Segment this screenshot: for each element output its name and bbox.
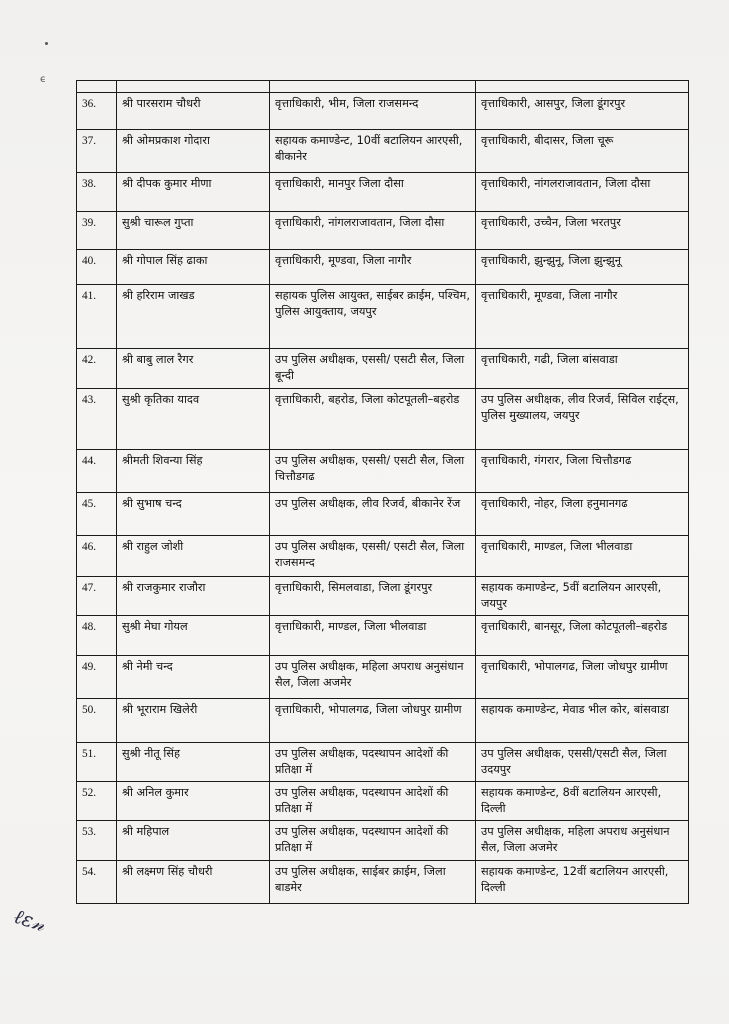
table-row [77,616,689,656]
handwritten-initials: ℓε𝓃 [11,903,49,937]
table-header-row [77,81,689,93]
table-row [77,212,689,250]
officer-name-cell: सुश्री नीतू सिंह [117,743,270,782]
scan-speck [45,42,48,45]
table-row [77,699,689,743]
current-posting-cell: वृत्ताधिकारी, भीम, जिला राजसमन्द [270,93,476,130]
current-posting-cell: वृत्ताधिकारी, भोपालगढ, जिला जोधपुर ग्रामीण [270,699,476,743]
table-row [77,173,689,212]
new-posting-cell: सहायक कमाण्डेन्ट, मेवाड भील कोर, बांसवाडा [476,699,689,743]
new-posting-cell: सहायक कमाण्डेन्ट, 12वीं बटालियन आरएसी, दिल्ली [476,861,689,904]
table-row [77,536,689,577]
new-posting-cell: वृत्ताधिकारी, माण्डल, जिला भीलवाडा [476,536,689,577]
officer-name-cell: श्री भूराराम खिलेरी [117,699,270,743]
serial-number-cell: 46. [77,536,117,577]
new-posting-cell: वृत्ताधिकारी, मूण्डवा, जिला नागौर [476,285,689,349]
table-row [77,130,689,173]
serial-number-cell: 53. [77,821,117,861]
new-posting-cell: सहायक कमाण्डेन्ट, 8वीं बटालियन आरएसी, दिल्ली [476,782,689,821]
officer-name-cell: श्री ओमप्रकाश गोदारा [117,130,270,173]
table-row [77,743,689,782]
serial-number-cell: 44. [77,450,117,493]
transfer-table [76,80,689,904]
current-posting-cell: वृत्ताधिकारी, माण्डल, जिला भीलवाडा [270,616,476,656]
current-posting-cell: उप पुलिस अधीक्षक, साईबर क्राईम, जिला बाडमेर [270,861,476,904]
table-row [77,782,689,821]
new-posting-cell: वृत्ताधिकारी, उच्चैन, जिला भरतपुर [476,212,689,250]
current-posting-cell: वृत्ताधिकारी, सिमलवाडा, जिला डूंगरपुर [270,577,476,616]
officer-name-cell: श्री राहुल जोशी [117,536,270,577]
serial-number-cell: 54. [77,861,117,904]
table-row [77,250,689,285]
officer-name-cell: श्रीमती शिवन्या सिंह [117,450,270,493]
table-row [77,389,689,450]
serial-number-cell: 38. [77,173,117,212]
new-posting-cell: वृत्ताधिकारी, बीदासर, जिला चूरू [476,130,689,173]
new-posting-cell: वृत्ताधिकारी, नांगलराजावतान, जिला दौसा [476,173,689,212]
table-row [77,656,689,699]
serial-number-cell: 49. [77,656,117,699]
current-posting-cell: वृत्ताधिकारी, मूण्डवा, जिला नागौर [270,250,476,285]
serial-number-cell: 37. [77,130,117,173]
header-cell [476,81,689,93]
new-posting-cell: उप पुलिस अधीक्षक, महिला अपराध अनुसंधान सैल, जिला अजमेर [476,821,689,861]
officer-name-cell: श्री पारसराम चौधरी [117,93,270,130]
table-row [77,577,689,616]
current-posting-cell: वृत्ताधिकारी, बहरोड, जिला कोटपूतली–बहरोड [270,389,476,450]
new-posting-cell: वृत्ताधिकारी, भोपालगढ, जिला जोधपुर ग्रामीण [476,656,689,699]
officer-name-cell: श्री लक्ष्मण सिंह चौधरी [117,861,270,904]
current-posting-cell: उप पुलिस अधीक्षक, पदस्थापन आदेशों की प्रतिक्षा में [270,743,476,782]
serial-number-cell: 42. [77,349,117,389]
serial-number-cell: 40. [77,250,117,285]
current-posting-cell: उप पुलिस अधीक्षक, पदस्थापन आदेशों की प्रतिक्षा में [270,821,476,861]
officer-name-cell: श्री अनिल कुमार [117,782,270,821]
officer-name-cell: श्री राजकुमार राजौरा [117,577,270,616]
table-row [77,821,689,861]
current-posting-cell: सहायक कमाण्डेन्ट, 10वीं बटालियन आरएसी, बीकानेर [270,130,476,173]
officer-name-cell: सुश्री मेघा गोयल [117,616,270,656]
officer-name-cell: श्री महिपाल [117,821,270,861]
header-cell [270,81,476,93]
serial-number-cell: 43. [77,389,117,450]
serial-number-cell: 36. [77,93,117,130]
new-posting-cell: वृत्ताधिकारी, गंगरार, जिला चित्तौडगढ [476,450,689,493]
current-posting-cell: उप पुलिस अधीक्षक, महिला अपराध अनुसंधान सैल, जिला अजमेर [270,656,476,699]
header-cell [117,81,270,93]
new-posting-cell: उप पुलिस अधीक्षक, एससी/एसटी सैल, जिला उदयपुर [476,743,689,782]
margin-tick-mark: ϵ [40,74,47,85]
table-row [77,285,689,349]
serial-number-cell: 41. [77,285,117,349]
new-posting-cell: वृत्ताधिकारी, बानसूर, जिला कोटपूतली–बहरोड [476,616,689,656]
serial-number-cell: 52. [77,782,117,821]
current-posting-cell: उप पुलिस अधीक्षक, एससी/ एसटी सैल, जिला चित्तौडगढ [270,450,476,493]
new-posting-cell: सहायक कमाण्डेन्ट, 5वीं बटालियन आरएसी, जयपुर [476,577,689,616]
officer-name-cell: श्री हरिराम जाखड [117,285,270,349]
officer-name-cell: श्री नेमी चन्द [117,656,270,699]
serial-number-cell: 50. [77,699,117,743]
officer-name-cell: श्री दीपक कुमार मीणा [117,173,270,212]
serial-number-cell: 51. [77,743,117,782]
new-posting-cell: वृत्ताधिकारी, झुन्झुनू, जिला झुन्झुनू [476,250,689,285]
officer-name-cell: श्री गोपाल सिंह ढाका [117,250,270,285]
new-posting-cell: उप पुलिस अधीक्षक, लीव रिजर्व, सिविल राईट्स, पुलिस मुख्यालय, जयपुर [476,389,689,450]
officer-name-cell: श्री बाबु लाल रैगर [117,349,270,389]
table-row [77,861,689,904]
transfer-table-body [77,81,689,904]
serial-number-cell: 47. [77,577,117,616]
current-posting-cell: उप पुलिस अधीक्षक, एससी/ एसटी सैल, जिला बून्दी [270,349,476,389]
table-row [77,349,689,389]
current-posting-cell: उप पुलिस अधीक्षक, पदस्थापन आदेशों की प्रतिक्षा में [270,782,476,821]
new-posting-cell: वृत्ताधिकारी, आसपुर, जिला डूंगरपुर [476,93,689,130]
serial-number-cell: 39. [77,212,117,250]
serial-number-cell: 45. [77,493,117,536]
table-row [77,493,689,536]
current-posting-cell: उप पुलिस अधीक्षक, एससी/ एसटी सैल, जिला राजसमन्द [270,536,476,577]
officer-name-cell: श्री सुभाष चन्द [117,493,270,536]
table-row [77,450,689,493]
current-posting-cell: वृत्ताधिकारी, मानपुर जिला दौसा [270,173,476,212]
officer-name-cell: सुश्री कृतिका यादव [117,389,270,450]
current-posting-cell: सहायक पुलिस आयुक्त, साईबर क्राईम, पश्चिम, पुलिस आयुक्ताय, जयपुर [270,285,476,349]
current-posting-cell: उप पुलिस अधीक्षक, लीव रिजर्व, बीकानेर रेंज [270,493,476,536]
officer-name-cell: सुश्री चारूल गुप्ता [117,212,270,250]
serial-number-cell: 48. [77,616,117,656]
new-posting-cell: वृत्ताधिकारी, गढी, जिला बांसवाडा [476,349,689,389]
table-row [77,93,689,130]
header-cell [77,81,117,93]
current-posting-cell: वृत्ताधिकारी, नांगलराजावतान, जिला दौसा [270,212,476,250]
new-posting-cell: वृत्ताधिकारी, नोहर, जिला हनुमानगढ [476,493,689,536]
